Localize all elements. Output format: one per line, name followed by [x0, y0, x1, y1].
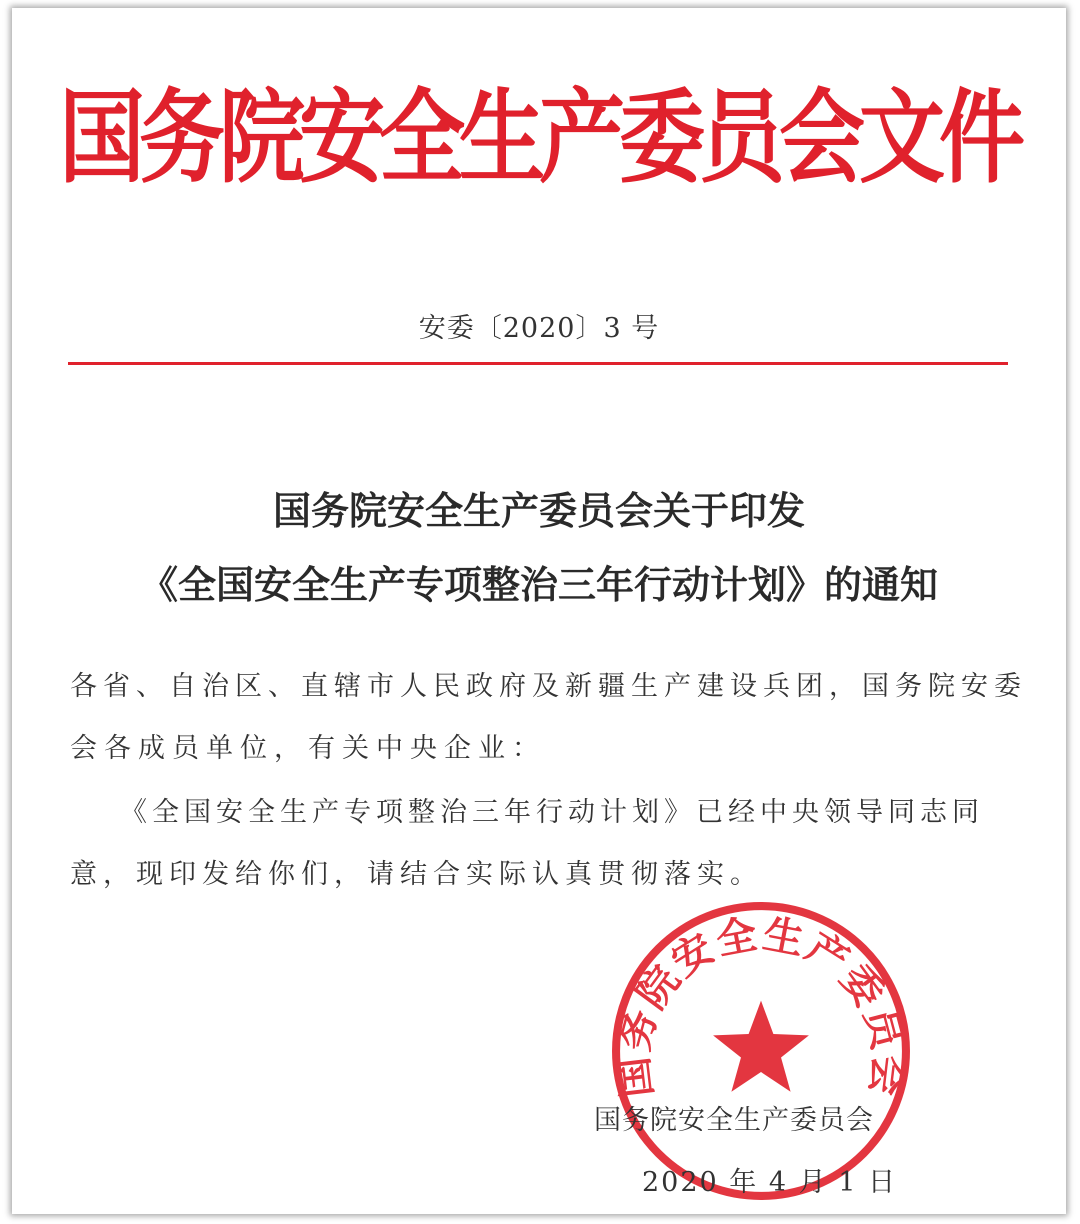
- body-paragraph-line-1: 《全国安全生产专项整治三年行动计划》已经中央领导同志同: [120, 797, 984, 828]
- addressee-line-1: 各省、自治区、直辖市人民政府及新疆生产建设兵团，国务院安委: [70, 671, 1027, 702]
- notice-title-line-1: 国务院安全生产委员会关于印发: [272, 488, 805, 533]
- signatory-name: 国务院安全生产委员会: [594, 1105, 874, 1136]
- document-page: [12, 8, 1066, 1214]
- document-number: 安委〔2020〕3 号: [418, 313, 660, 344]
- seal-text: 国务院安全生产委员会: [610, 911, 912, 1100]
- body-paragraph-line-2: 意，现印发给你们，请结合实际认真贯彻落实。: [70, 859, 763, 890]
- official-seal: [610, 900, 912, 1202]
- header-divider: [68, 362, 1008, 365]
- signature-date: 2020 年 4 月 1 日: [642, 1167, 897, 1198]
- addressee-line-2: 会各成员单位，有关中央企业：: [70, 733, 546, 764]
- notice-title-line-2: 《全国安全生产专项整治三年行动计划》的通知: [139, 562, 938, 607]
- star-icon: [713, 1001, 809, 1092]
- issuer-header-title: 国务院安全生产委员会文件: [59, 79, 1019, 198]
